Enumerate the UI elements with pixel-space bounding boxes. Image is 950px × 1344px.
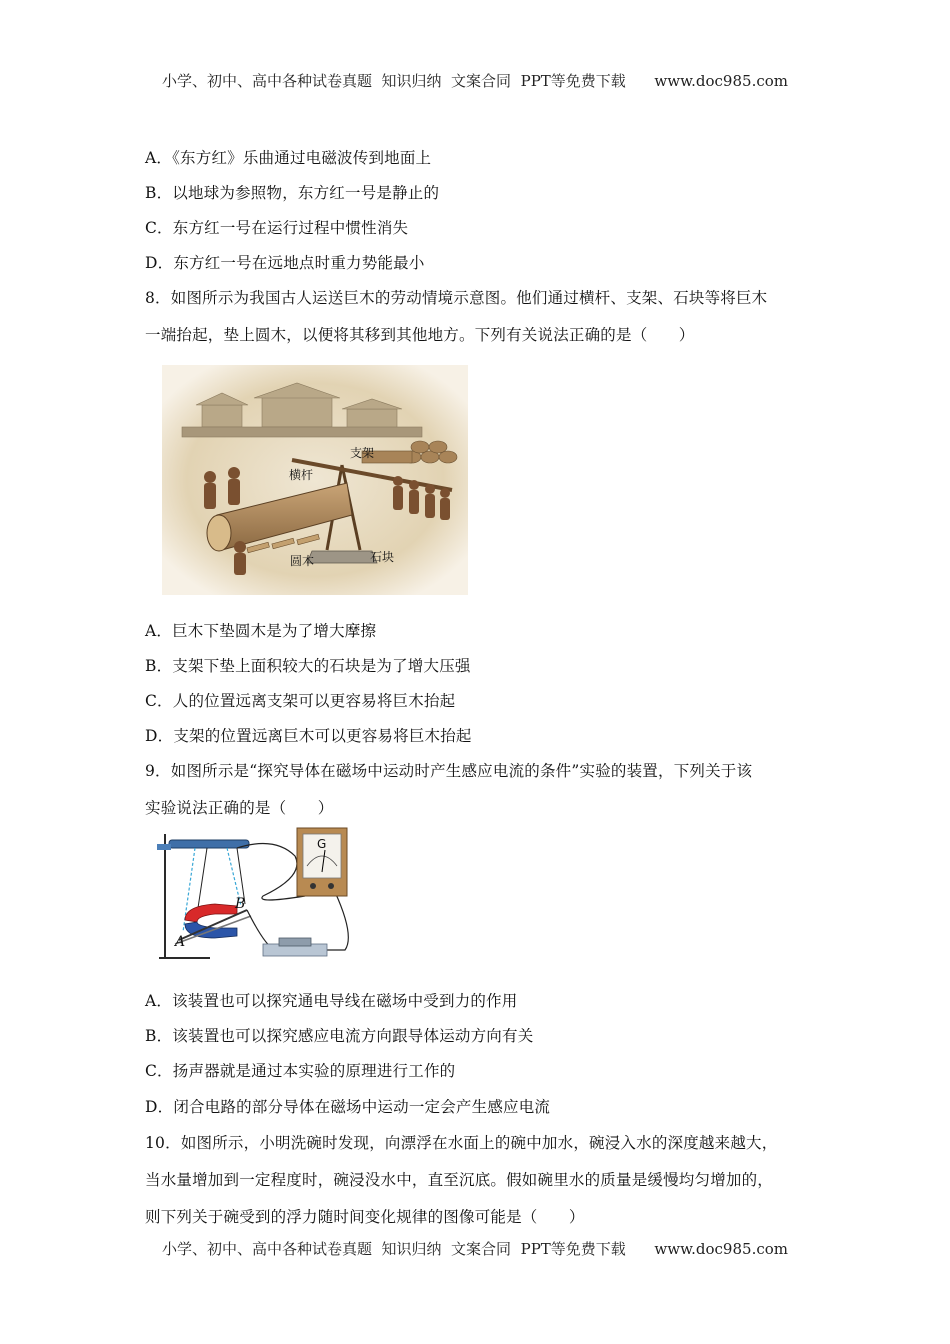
q9-stem-line2: 实验说法正确的是（ ） — [145, 799, 334, 817]
label-galvanometer: G — [317, 837, 327, 851]
q8-option-b: B．支架下垫上面积较大的石块是为了增大压强 — [145, 657, 471, 675]
q9-figure-induction-apparatus — [155, 826, 355, 966]
q10-stem-line1: 10．如图所示，小明洗碗时发现，向漂浮在水面上的碗中加水，碗浸入水的深度越来越大， — [145, 1134, 778, 1152]
label-support: 支架 — [350, 446, 375, 460]
q8-option-a: A．巨木下垫圆木是为了增大摩擦 — [145, 622, 377, 640]
q9-stem-line1: 9．如图所示是“探究导体在磁场中运动时产生感应电流的条件”实验的装置，下列关于该 — [145, 762, 753, 780]
q8-stem-line2: 一端抬起，垫上圆木，以便将其移到其他地方。下列有关说法正确的是（ ） — [145, 326, 695, 344]
q8-option-c: C．人的位置远离支架可以更容易将巨木抬起 — [145, 692, 456, 710]
label-lever: 横杆 — [289, 468, 314, 482]
q9-option-a: A．该装置也可以探究通电导线在磁场中受到力的作用 — [145, 992, 518, 1010]
label-stone: 石块 — [370, 550, 395, 564]
label-a: A — [175, 934, 186, 950]
q8-figure-log-transport — [162, 365, 468, 595]
q9-option-b: B．该装置也可以探究感应电流方向跟导体运动方向有关 — [145, 1027, 534, 1045]
crossbar — [169, 840, 249, 848]
q7-option-a: A．《东方红》乐曲通过电磁波传到地面上 — [145, 149, 432, 167]
q7-option-c: C．东方红一号在运行过程中惯性消失 — [145, 219, 409, 237]
q9-option-c: C．扬声器就是通过本实验的原理进行工作的 — [145, 1062, 456, 1080]
galvanometer — [297, 828, 347, 896]
page-footer: 小学、初中、高中各种试卷真题 知识归纳 文案合同 PPT等免费下载 www.doc985.com — [161, 1240, 788, 1258]
q8-option-d: D．支架的位置远离巨木可以更容易将巨木抬起 — [145, 727, 472, 745]
stone-block — [307, 551, 377, 563]
q7-option-b: B．以地球为参照物，东方红一号是静止的 — [145, 184, 440, 202]
q8-stem-line1: 8．如图所示为我国古人运送巨木的劳动情境示意图。他们通过横杆、支架、石块等将巨木 — [145, 289, 768, 307]
page-header: 小学、初中、高中各种试卷真题 知识归纳 文案合同 PPT等免费下载 www.doc985.com — [161, 72, 788, 90]
q9-option-d: D．闭合电路的部分导体在磁场中运动一定会产生感应电流 — [145, 1098, 551, 1116]
label-b: B — [235, 896, 246, 912]
q10-stem-line2: 当水量增加到一定程度时，碗浸没水中，直至沉底。假如碗里水的质量是缓慢均匀增加的， — [145, 1171, 774, 1189]
q7-option-d: D．东方红一号在远地点时重力势能最小 — [145, 254, 425, 272]
q10-stem-line3: 则下列关于碗受到的浮力随时间变化规律的图像可能是（ ） — [145, 1208, 585, 1226]
switch — [263, 938, 327, 956]
label-rollers: 圆木 — [290, 554, 315, 568]
